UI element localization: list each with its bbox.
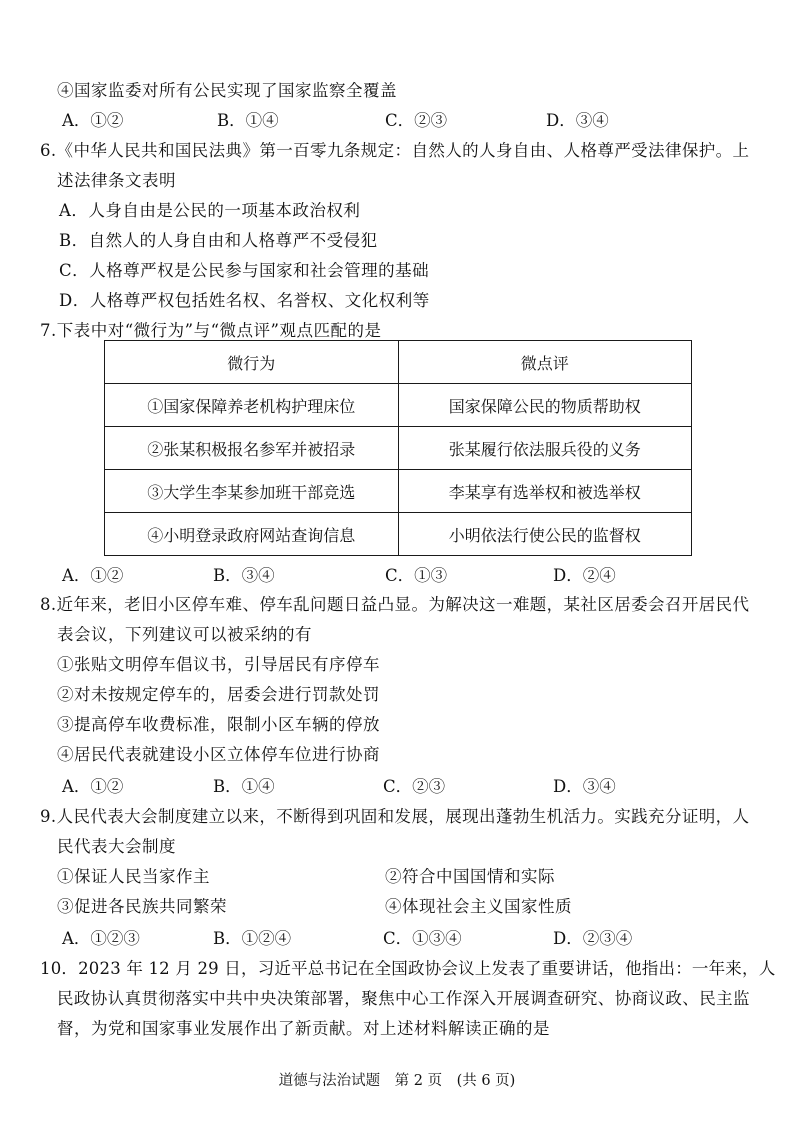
q7-option-c: C．①③ <box>385 566 448 585</box>
q9-stem-line-1: 9.人民代表大会制度建立以来，不断得到巩固和发展，展现出蓬勃生机活力。实践充分证明，人 <box>40 807 750 826</box>
table-cell: 小明依法行使公民的监督权 <box>398 513 692 556</box>
q8-stem-line-2: 表会议，下列建议可以被采纳的有 <box>57 625 312 644</box>
q6-choice-c: C．人格尊严权是公民参与国家和社会管理的基础 <box>59 261 430 280</box>
q8-item-1: ①张贴文明停车倡议书，引导居民有序停车 <box>57 655 380 674</box>
q10-stem-line-1: 10．2023 年 12 月 29 日，习近平总书记在全国政协会议上发表了重要讲话，他指出：一年来，人 <box>40 959 776 978</box>
q6-stem-line-2: 述法律条文表明 <box>57 171 176 190</box>
q7-option-b: B．③④ <box>213 566 275 585</box>
table-row <box>105 384 692 427</box>
q7-option-a: A．①② <box>62 566 124 585</box>
q9-option-d: D．②③④ <box>553 929 633 948</box>
q7-table <box>104 340 692 556</box>
q9-option-b: B．①②④ <box>213 929 292 948</box>
q8-item-3: ③提高停车收费标准，限制小区车辆的停放 <box>57 715 380 734</box>
table-cell: ①国家保障养老机构护理床位 <box>105 384 399 427</box>
q8-item-2: ②对未按规定停车的，居委会进行罚款处罚 <box>57 685 380 704</box>
table-cell: ④小明登录政府网站查询信息 <box>105 513 399 556</box>
table-cell: 国家保障公民的物质帮助权 <box>398 384 692 427</box>
q7-stem: 7.下表中对“微行为”与“微点评”观点匹配的是 <box>40 321 382 340</box>
q8-item-4: ④居民代表就建设小区立体停车位进行协商 <box>57 745 380 764</box>
q9-item-4: ④体现社会主义国家性质 <box>385 897 572 916</box>
table-row <box>105 513 692 556</box>
q9-item-2: ②符合中国国情和实际 <box>385 867 555 886</box>
prev-option-a: A．①② <box>62 111 124 130</box>
q8-option-a: A．①② <box>62 777 124 796</box>
table-row <box>105 427 692 470</box>
q9-item-3: ③促进各民族共同繁荣 <box>57 897 227 916</box>
q10-stem-line-2: 民政协认真贯彻落实中共中央决策部署，聚焦中心工作深入开展调查研究、协商议政、民主监 <box>57 989 750 1008</box>
q6-choice-b: B．自然人的人身自由和人格尊严不受侵犯 <box>59 231 378 250</box>
q8-option-b: B．①④ <box>213 777 275 796</box>
q6-stem-line-1: 6.《中华人民共和国民法典》第一百零九条规定：自然人的人身自由、人格尊严受法律保护。上 <box>40 141 750 160</box>
prev-option-c: C．②③ <box>385 111 448 130</box>
prev-option-b: B．①④ <box>217 111 279 130</box>
q6-choice-a: A．人身自由是公民的一项基本政治权利 <box>59 201 361 220</box>
table-cell: ②张某积极报名参军并被招录 <box>105 427 399 470</box>
table-header-cell: 微点评 <box>398 341 692 384</box>
table-cell: 李某享有选举权和被选举权 <box>398 470 692 513</box>
q9-option-a: A．①②③ <box>62 929 140 948</box>
q9-option-c: C．①③④ <box>383 929 462 948</box>
q10-stem-line-3: 督，为党和国家事业发展作出了新贡献。对上述材料解读正确的是 <box>57 1019 550 1038</box>
table-row <box>105 470 692 513</box>
q6-choice-d: D．人格尊严权包括姓名权、名誉权、文化权利等 <box>59 291 430 310</box>
table-header-row <box>105 341 692 384</box>
table-cell: ③大学生李某参加班干部竞选 <box>105 470 399 513</box>
q7-option-d: D．②④ <box>553 566 616 585</box>
q8-option-c: C．②③ <box>383 777 446 796</box>
table-cell: 张某履行依法服兵役的义务 <box>398 427 692 470</box>
prev-option-d: D．③④ <box>546 111 609 130</box>
page-footer: 道德与法治试题 第 2 页 (共 6 页) <box>278 1073 516 1089</box>
q9-stem-line-2: 民代表大会制度 <box>57 837 176 856</box>
q8-option-d: D．③④ <box>553 777 616 796</box>
prev-item-4: ④国家监委对所有公民实现了国家监察全覆盖 <box>57 81 397 100</box>
q9-item-1: ①保证人民当家作主 <box>57 867 210 886</box>
q8-stem-line-1: 8.近年来，老旧小区停车难、停车乱问题日益凸显。为解决这一难题，某社区居委会召开居民代 <box>40 595 750 614</box>
table-header-cell: 微行为 <box>105 341 399 384</box>
